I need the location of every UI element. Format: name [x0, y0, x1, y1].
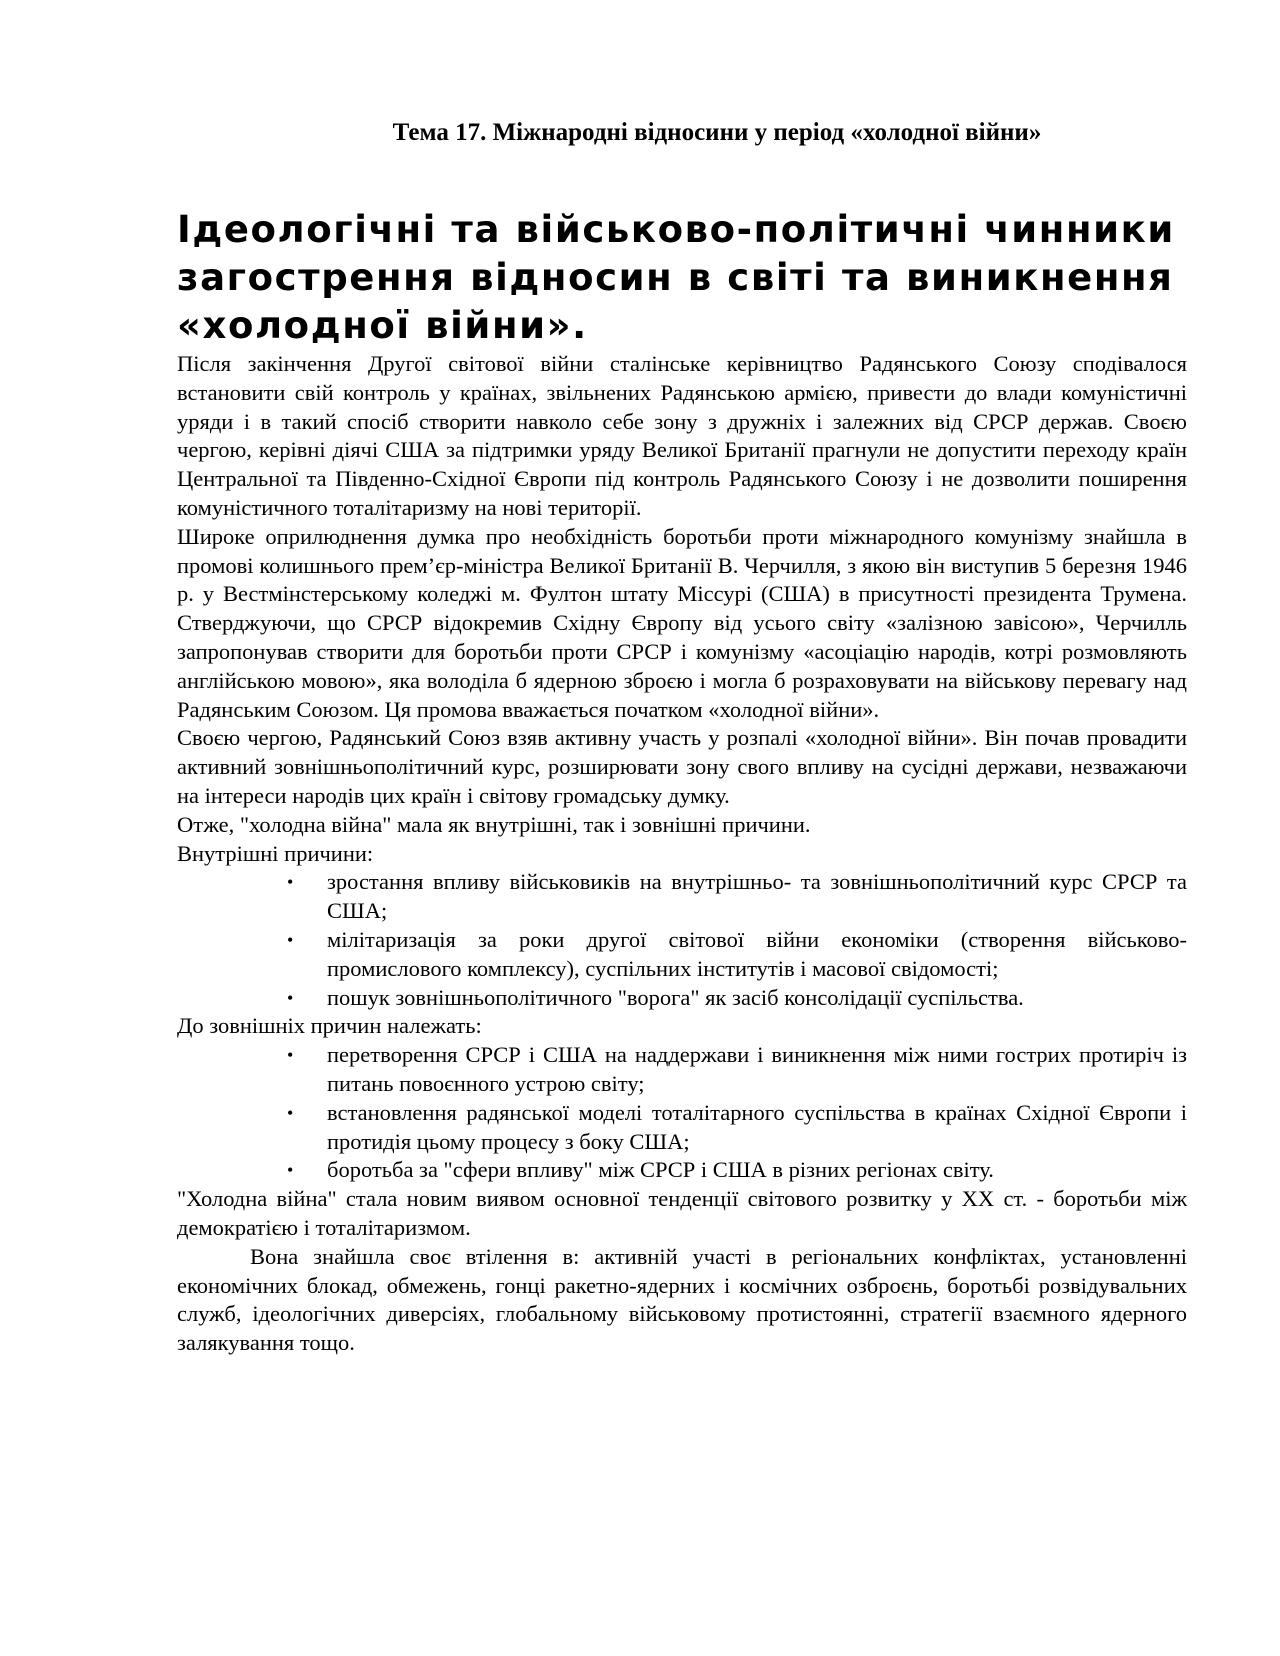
document-page [177, 116, 1187, 1358]
paragraph-soviet-response: Своєю чергою, Радянський Союз взяв активну участь у розпалі «холодної війни». Він почав провадити активний зовнішньополітичний курс, розширювати зону свого впливу на сусідні держави, незважаючи на інтереси народів цих країн і світову громадську думку. [177, 725, 1187, 808]
external-causes-label: До зовнішніх причин належать: [177, 1013, 482, 1039]
list-item-text: встановлення радянської моделі тоталітарного суспільства в країнах Східної Європи і протидія цьому процесу з боку США; [327, 1099, 1187, 1154]
list-item [287, 984, 1187, 1013]
paragraph-cold-war-tendency: "Холодна війна" стала новим виявом основної тенденції світового розвитку у XX ст. - боротьби між демократією і тоталітаризмом. [177, 1186, 1187, 1240]
list-item [287, 1156, 1187, 1185]
bullet-icon: • [287, 929, 294, 950]
bullet-icon: • [287, 1045, 294, 1066]
section-heading: Ідеологічні та військово-політичні чинники загострення відносин в світі та виникнення «холодної війни». [177, 208, 1175, 347]
internal-causes-list [177, 868, 1187, 1012]
internal-causes-label: Внутрішні причини: [177, 840, 374, 866]
bullet-icon: • [287, 1102, 294, 1123]
external-causes-list [177, 1041, 1187, 1185]
paragraph-churchill-speech: Широке оприлюднення думка про необхідність боротьби проти міжнародного комунізму знайшла в промові колишнього прем’єр-міністра Великої Британії В. Черчилля, з якою він виступив 5 березня 1946 р. у Вестмінстерському коледжі м. Фултон штату Міссурі (США) в присутності президента Трумена. Стверджуючи, що СРСР відокремив Східну Європу від усього світу «залізною завісою», Черчилль запропонував створити для боротьби проти СРСР і комунізму «асоціацію народів, котрі розмовляють англійською мовою», яка володіла б ядерною зброєю і могла б розраховувати на військову перевагу над Радянським Союзом. Ця промова вважається початком «холодної війни». [177, 523, 1187, 722]
list-item-text: перетворення СРСР і США на наддержави і виникнення між ними гострих протиріч із питань повоєнного устрою світу; [327, 1042, 1187, 1096]
topic-title: Тема 17. Міжнародні відносини у період «холодної війни» [392, 119, 1042, 146]
list-item [287, 1041, 1187, 1099]
bullet-icon: • [287, 987, 294, 1008]
list-item [287, 868, 1187, 926]
list-item [287, 1099, 1187, 1157]
paragraph-soviet-aims: Після закінчення Другої світової війни сталінське керівництво Радянського Союзу сподівалося встановити свій контроль у країнах, звільнених Радянською армією, привести до влади комуністичні уряди і в такий спосіб створити навколо себе зону з дружніх і залежних від СРСР держав. Своєю чергою, керівні діячі США за підтримки уряду Великої Британії прагнули не допустити переходу країн Центральної та Південно-Східної Європи під контроль Радянського Союзу і не дозволити поширення комуністичного тоталітаризму на нові території. [177, 351, 1187, 520]
bullet-icon: • [287, 1160, 294, 1181]
paragraph-causes-intro: Отже, "холодна війна" мала як внутрішні, так і зовнішні причини. [177, 811, 811, 837]
list-item-text: мілітаризація за роки другої світової війни економіки (створення військово-промислового комплексу), суспільних інститутів і масової свідомості; [327, 926, 1187, 981]
paragraph-cold-war-manifestations: Вона знайшла своє втілення в: активній участі в регіональних конфліктах, установленні економічних блокад, обмежень, гонці ракетно-ядерних і космічних озброєнь, боротьбі розвідувальних служб, ідеологічних диверсіях, глобальному військовому протистоянні, стратегії взаємного ядерного залякування тощо. [177, 1243, 1187, 1356]
list-item-text: боротьба за "сфери впливу" між СРСР і США в різних регіонах світу. [327, 1157, 994, 1183]
list-item-text: зростання впливу військовиків на внутрішньо- та зовнішньополітичний курс СРСР та США; [327, 869, 1187, 924]
bullet-icon: • [287, 872, 294, 893]
list-item [287, 926, 1187, 984]
list-item-text: пошук зовнішньополітичного "ворога" як засіб консолідації суспільства. [327, 984, 1024, 1010]
